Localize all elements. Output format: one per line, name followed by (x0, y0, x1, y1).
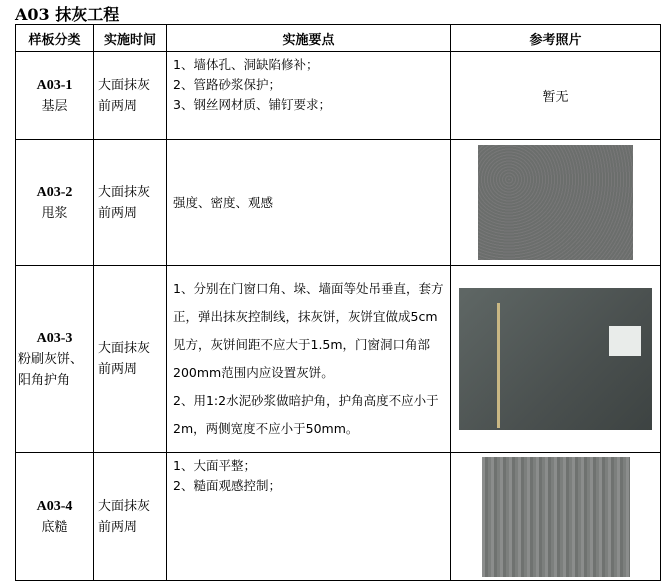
category-code: A03-2 (36, 184, 73, 200)
time-cell: 大面抹灰前两周 (94, 453, 167, 581)
points-cell (167, 453, 451, 581)
points-cell (167, 52, 451, 140)
category-name: 粉刷灰饼、阳角护角 (18, 351, 84, 388)
header-photo: 参考照片 (451, 25, 661, 52)
photo-cell (451, 140, 661, 266)
point-item: 2、用1:2水泥砂浆做暗护角，护角高度不应小于2m，两侧宽度不应小于50mm。 (173, 393, 439, 436)
table-row (16, 453, 661, 581)
point-item: 1、墙体孔、洞缺陷修补； (173, 57, 319, 72)
point-item: 2、管路砂浆保护； (173, 77, 281, 92)
photo-cell (451, 453, 661, 581)
point-item: 1、分别在门窗口角、垛、墙面等处吊垂直，套方正，弹出抹灰控制线，抹灰饼，灰饼宜做成5cm见方，灰饼间距不应大于1.5m，门窗洞口角部200mm范围内应设置灰饼。 (173, 281, 444, 380)
header-category: 样板分类 (16, 25, 94, 52)
category-code: A03-3 (36, 330, 73, 346)
time-cell: 大面抹灰前两周 (94, 266, 167, 453)
points-cell (167, 140, 451, 266)
table-row (16, 52, 661, 140)
plaster-cake-photo (459, 288, 652, 430)
time-cell: 大面抹灰前两周 (94, 140, 167, 266)
photo-cell (451, 266, 661, 453)
header-points: 实施要点 (167, 25, 451, 52)
rough-coat-photo (482, 457, 630, 577)
table-row (16, 140, 661, 266)
header-row (16, 25, 661, 52)
point-item: 强度、密度、观感 (173, 194, 274, 210)
notice-paper (609, 326, 641, 356)
points-cell (167, 266, 451, 453)
category-cell (16, 140, 94, 266)
page-title: A03 抹灰工程 (15, 5, 120, 24)
time-cell: 大面抹灰前两周 (94, 52, 167, 140)
category-cell (16, 453, 94, 581)
photo-none-text: 暂无 (542, 90, 569, 105)
category-name: 基层 (41, 98, 68, 114)
point-item: 1、大面平整； (173, 458, 256, 473)
point-item: 2、糙面观感控制； (173, 478, 281, 493)
point-item: 3、钢丝网材质、铺钉要求； (173, 97, 331, 112)
category-cell (16, 52, 94, 140)
plumb-pole (497, 303, 500, 428)
construction-table (15, 24, 661, 581)
photo-cell (451, 52, 661, 140)
category-code: A03-1 (36, 77, 73, 93)
category-code: A03-4 (36, 498, 73, 514)
plaster-spray-photo (478, 145, 633, 260)
category-name: 底糙 (41, 519, 68, 535)
category-cell (16, 266, 94, 453)
category-name: 甩浆 (41, 205, 68, 221)
header-time: 实施时间 (94, 25, 167, 52)
table-row (16, 266, 661, 453)
